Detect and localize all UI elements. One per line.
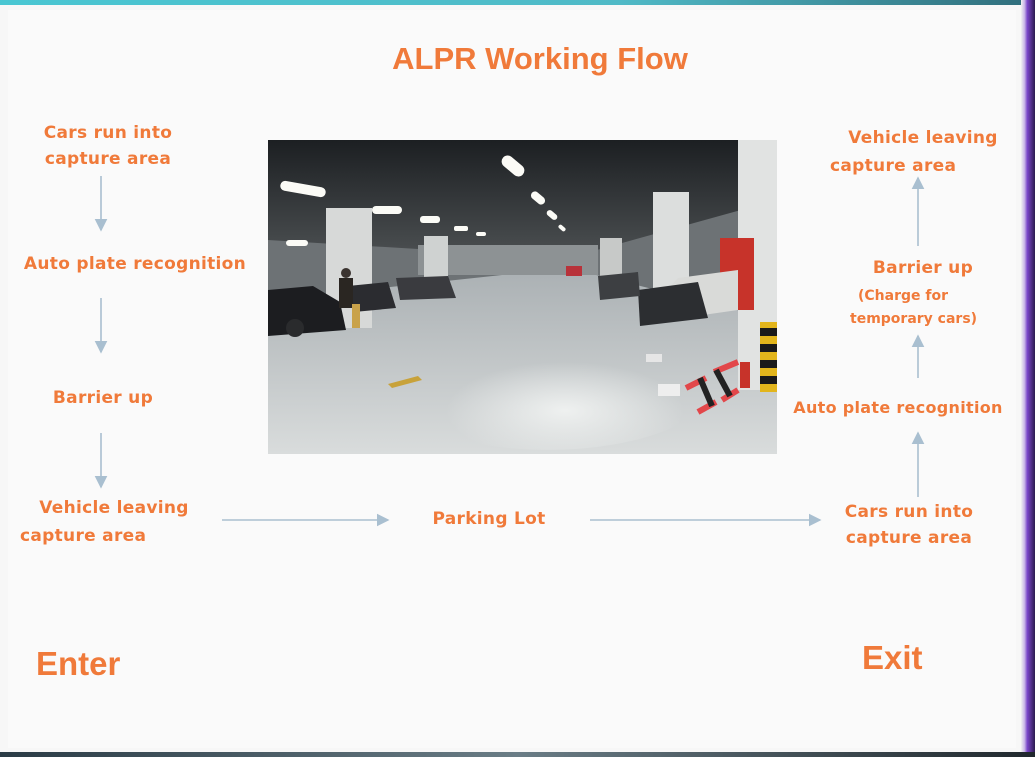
exit-step-1-line-1: Cars run into: [844, 502, 974, 522]
enter-step-1-line-1: Cars run into: [43, 123, 173, 143]
enter-step-4-line-1: Vehicle leaving: [39, 498, 189, 518]
enter-step-auto-plate-recognition: Auto plate recognition: [23, 254, 247, 274]
exit-step-3-line-1: Barrier up: [872, 258, 974, 278]
parking-lot-label: Parking Lot: [432, 509, 546, 529]
exit-step-3-line-3: temporary cars): [850, 311, 978, 327]
exit-step-auto-plate-recognition: Auto plate recognition: [793, 398, 1003, 417]
enter-step-4-line-2: capture area: [20, 526, 147, 546]
exit-heading: Exit: [862, 639, 923, 676]
exit-step-4-line-2: capture area: [830, 156, 957, 176]
parking-garage-photo: [268, 140, 777, 454]
exit-step-1-line-2: capture area: [845, 528, 973, 548]
enter-step-barrier-up: Barrier up: [52, 388, 154, 408]
exit-step-3-line-2: (Charge for: [858, 288, 948, 304]
enter-heading: Enter: [36, 645, 121, 682]
exit-step-4-line-1: Vehicle leaving: [848, 128, 998, 148]
enter-step-1-line-2: capture area: [44, 149, 172, 169]
diagram-title: ALPR Working Flow: [392, 41, 688, 76]
